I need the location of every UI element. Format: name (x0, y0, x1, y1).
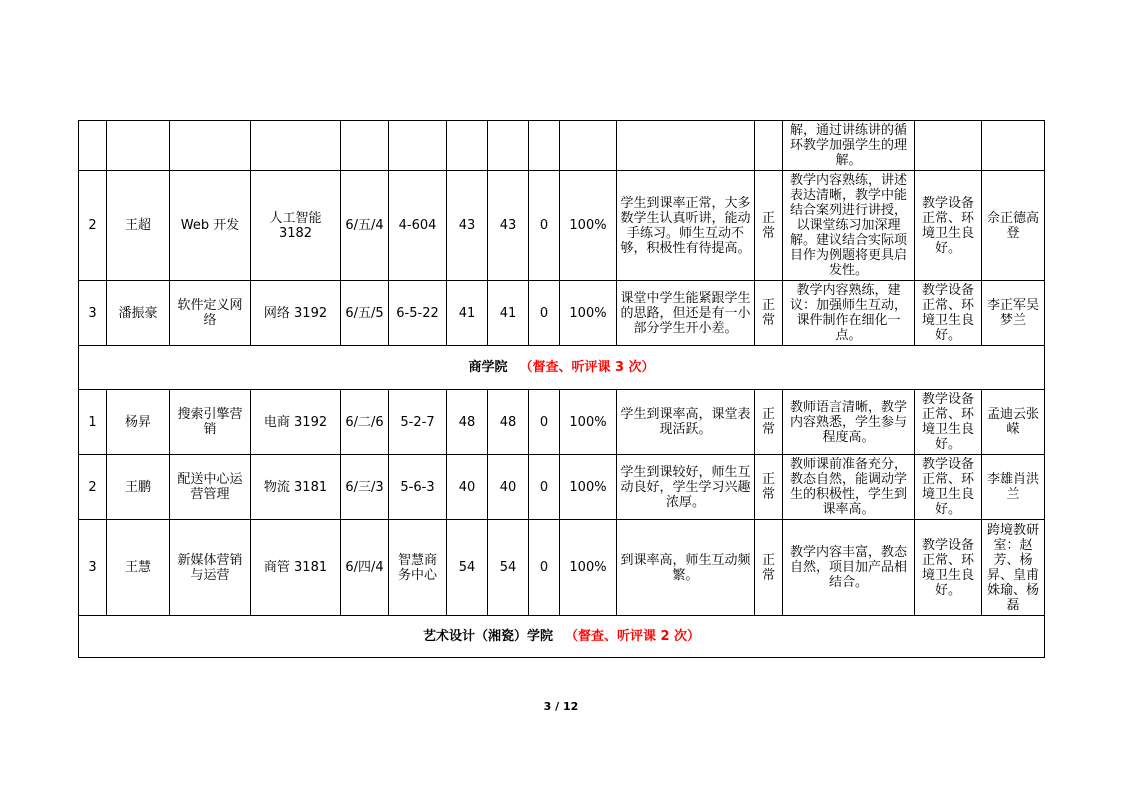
inspection-table (78, 120, 1045, 658)
cell-room: 6-5-22 (389, 281, 447, 346)
cell-should: 43 (447, 171, 488, 281)
cell-absent: 0 (529, 281, 560, 346)
cell-actual: 54 (488, 520, 529, 616)
cell-course: 新媒体营销与运营 (170, 520, 251, 616)
cell-no: 2 (79, 171, 107, 281)
table-row (79, 390, 1045, 455)
table-row (79, 121, 1045, 171)
section-note: （督查、听评课 2 次） (564, 629, 701, 644)
cell-order (755, 390, 783, 455)
cell-room: 5-6-3 (389, 455, 447, 520)
table-row (79, 520, 1045, 616)
section-title: 商学院 (468, 360, 508, 375)
cell-order (755, 520, 783, 616)
cell-course: 搜索引擎营销 (170, 390, 251, 455)
cell-env: 教学设备正常、环境卫生良好。 (915, 281, 982, 346)
cell-room: 智慧商务中心 (389, 520, 447, 616)
cell-empty (560, 121, 617, 171)
cell-course: 软件定义网络 (170, 281, 251, 346)
cell-time: 6/五/5 (341, 281, 389, 346)
cell-eval: 解，通过讲练讲的循环教学加强学生的理解。 (783, 121, 915, 171)
cell-empty (755, 121, 783, 171)
cell-env: 教学设备正常、环境卫生良好。 (915, 455, 982, 520)
cell-no: 3 (79, 520, 107, 616)
page-number: 3 / 12 (543, 700, 579, 713)
cell-empty (341, 121, 389, 171)
cell-no: 1 (79, 390, 107, 455)
cell-empty (107, 121, 170, 171)
cell-eval: 教学内容熟练，讲述表达清晰，教学中能结合案列进行讲授，以课堂练习加深理解。建议结合实际项目作为例题将更具启发性。 (783, 171, 915, 281)
cell-course: Web 开发 (170, 171, 251, 281)
cell-rate: 100% (560, 455, 617, 520)
cell-inspectors: 李雄肖洪兰 (982, 455, 1045, 520)
cell-order (755, 455, 783, 520)
cell-no: 2 (79, 455, 107, 520)
cell-time: 6/三/3 (341, 455, 389, 520)
cell-rate: 100% (560, 281, 617, 346)
cell-absent: 0 (529, 520, 560, 616)
cell-rate: 100% (560, 390, 617, 455)
cell-empty (251, 121, 341, 171)
cell-absent: 0 (529, 455, 560, 520)
cell-empty (982, 121, 1045, 171)
table-row (79, 171, 1045, 281)
cell-should: 48 (447, 390, 488, 455)
order-text: 正常 (762, 472, 776, 502)
cell-empty (915, 121, 982, 171)
cell-absent: 0 (529, 171, 560, 281)
cell-inspectors: 孟迪云张嵘 (982, 390, 1045, 455)
section-header-business (79, 346, 1045, 390)
cell-should: 54 (447, 520, 488, 616)
cell-actual: 41 (488, 281, 529, 346)
cell-status: 课堂中学生能紧跟学生的思路，但还是有一小部分学生开小差。 (617, 281, 755, 346)
cell-time: 6/二/6 (341, 390, 389, 455)
cell-should: 40 (447, 455, 488, 520)
cell-eval: 教师课前准备充分，教态自然，能调动学生的积极性，学生到课率高。 (783, 455, 915, 520)
cell-rate: 100% (560, 520, 617, 616)
section-header-row (79, 616, 1045, 658)
cell-inspectors: 佘正德高登 (982, 171, 1045, 281)
order-text: 正常 (762, 552, 776, 583)
cell-class: 物流 3181 (251, 455, 341, 520)
cell-class: 电商 3192 (251, 390, 341, 455)
cell-teacher: 王超 (107, 171, 170, 281)
cell-inspectors: 李正军吴梦兰 (982, 281, 1045, 346)
cell-env: 教学设备正常、环境卫生良好。 (915, 171, 982, 281)
cell-status: 到课率高，师生互动频繁。 (617, 520, 755, 616)
cell-class: 人工智能3182 (251, 171, 341, 281)
cell-should: 41 (447, 281, 488, 346)
cell-absent: 0 (529, 390, 560, 455)
cell-teacher: 王鹏 (107, 455, 170, 520)
cell-room: 4-604 (389, 171, 447, 281)
cell-actual: 43 (488, 171, 529, 281)
cell-order (755, 171, 783, 281)
cell-teacher: 杨昇 (107, 390, 170, 455)
section-header-art-design (79, 616, 1045, 658)
cell-eval: 教学内容熟练，建议：加强师生互动，课件制作在细化一点。 (783, 281, 915, 346)
cell-env: 教学设备正常、环境卫生良好。 (915, 520, 982, 616)
cell-actual: 48 (488, 390, 529, 455)
cell-room: 5-2-7 (389, 390, 447, 455)
cell-class: 网络 3192 (251, 281, 341, 346)
cell-time: 6/四/4 (341, 520, 389, 616)
cell-teacher: 潘振豪 (107, 281, 170, 346)
section-note: （督查、听评课 3 次） (519, 360, 655, 375)
cell-teacher: 王慧 (107, 520, 170, 616)
cell-empty (617, 121, 755, 171)
table-row (79, 455, 1045, 520)
section-header-row (79, 346, 1045, 390)
cell-status: 学生到课率高，课堂表现活跃。 (617, 390, 755, 455)
order-text: 正常 (762, 210, 776, 241)
cell-class: 商管 3181 (251, 520, 341, 616)
table-row (79, 281, 1045, 346)
cell-empty (488, 121, 529, 171)
cell-status: 学生到课较好，师生互动良好，学生学习兴趣浓厚。 (617, 455, 755, 520)
cell-empty (529, 121, 560, 171)
cell-actual: 40 (488, 455, 529, 520)
cell-empty (389, 121, 447, 171)
cell-inspectors: 跨境教研室：赵芳、杨昇、皇甫姝瑜、杨磊 (982, 520, 1045, 616)
cell-no: 3 (79, 281, 107, 346)
order-text: 正常 (762, 407, 776, 437)
cell-empty (79, 121, 107, 171)
section-title: 艺术设计（湘瓷）学院 (422, 629, 553, 644)
cell-eval: 教师语言清晰，教学内容熟悉，学生参与程度高。 (783, 390, 915, 455)
cell-empty (170, 121, 251, 171)
cell-rate: 100% (560, 171, 617, 281)
cell-eval: 教学内容丰富，教态自然，项目加产品相结合。 (783, 520, 915, 616)
cell-time: 6/五/4 (341, 171, 389, 281)
cell-empty (447, 121, 488, 171)
cell-status: 学生到课率正常，大多数学生认真听讲，能动手练习。师生互动不够，积极性有待提高。 (617, 171, 755, 281)
cell-env: 教学设备正常、环境卫生良好。 (915, 390, 982, 455)
cell-course: 配送中心运营管理 (170, 455, 251, 520)
cell-order (755, 281, 783, 346)
order-text: 正常 (762, 298, 776, 328)
